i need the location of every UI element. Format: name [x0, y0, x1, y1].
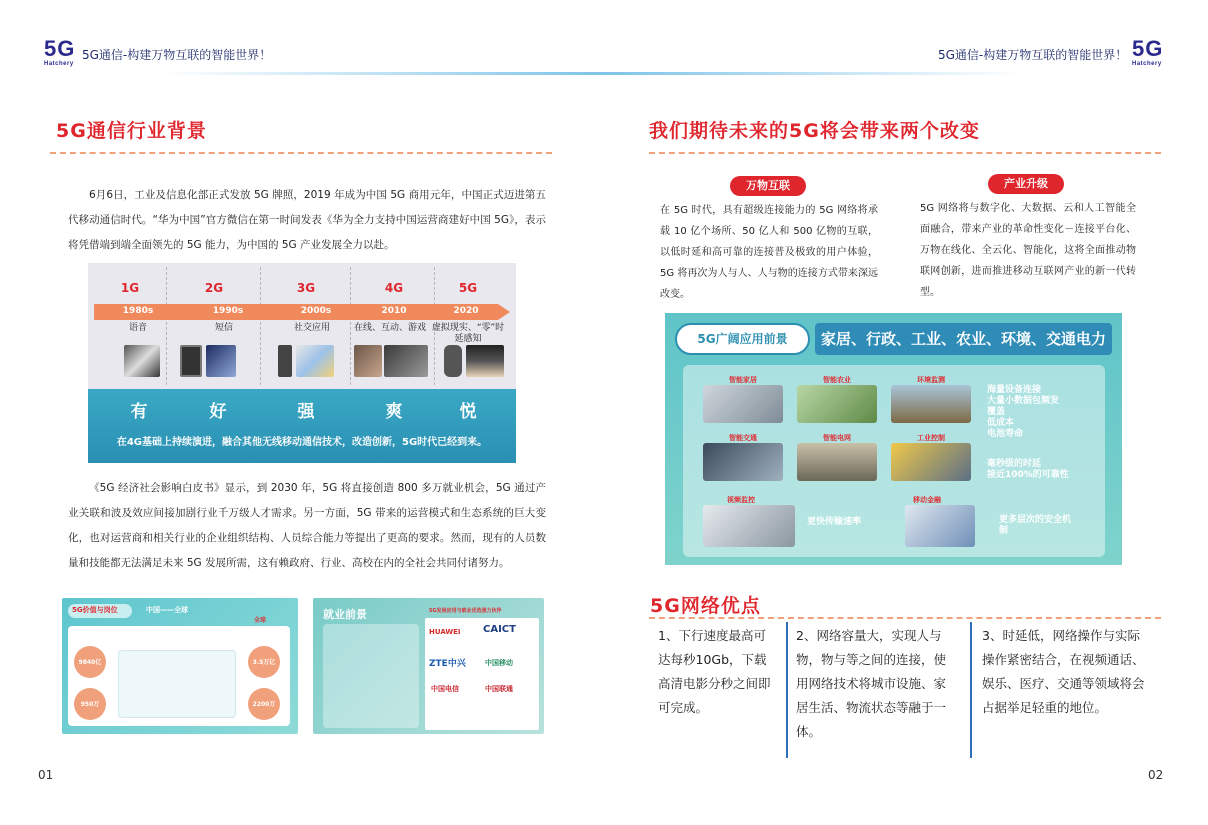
year-label: 2000s — [300, 306, 332, 316]
column-separator — [970, 622, 972, 758]
brand-logo — [44, 38, 75, 67]
label-iot: 万物互联 — [730, 176, 806, 196]
voice-era-photo — [124, 345, 160, 377]
bullet-item: 低成本 — [987, 418, 1015, 428]
thumb-title: 就业前景 — [323, 608, 367, 621]
stat-value: 2200万 — [252, 701, 276, 708]
partner-logo: CAICT — [483, 624, 516, 635]
logo-text: 5G — [1132, 36, 1164, 61]
bullet-item: 大量小数据包频发 — [987, 396, 1060, 406]
industry-paragraph: 5G 网络将与数字化、大数据、云和人工智能全面融合，带来产业的革命性变化－连接平台化、万物在线化、全云化、智能化，这将全面推动物联网创新，进而推进移动互联网产业的新一代转型。 — [920, 203, 1136, 298]
partner-logo: HUAWEI — [429, 628, 461, 636]
partner-logo: 中国联通 — [485, 685, 513, 693]
advantage-column — [982, 624, 1146, 758]
advantage-column — [796, 624, 958, 758]
header-slogan: 5G通信-构建万物互联的智能世界！ — [82, 48, 272, 62]
thumb-tab-global: 全球 — [254, 617, 267, 624]
header-divider — [160, 72, 604, 75]
application-label: 短信 — [214, 323, 233, 333]
iot-paragraph: 在 5G 时代，具有超级连接能力的 5G 网络将承载 10 亿个场所、50 亿人和 500 亿物的互联，以低时延和高可靠的连接普及极致的用户体验，5G 将再次为人与人、人与物的连接方式带来深远改变。 — [660, 205, 878, 300]
tile-label: 智能农业 — [823, 376, 851, 384]
environment-monitoring-tile — [891, 385, 971, 423]
partner-logo: 中国电信 — [431, 685, 459, 693]
section-title-background: 5G通信行业背景 — [56, 120, 207, 142]
social-app-photo — [296, 345, 334, 377]
year-label: 1980s — [122, 306, 154, 316]
section-divider — [649, 152, 1161, 154]
application-prospects-panel — [665, 313, 1122, 565]
column-separator — [786, 622, 788, 758]
section-divider — [649, 617, 1161, 619]
application-label: 在线、互动、游戏 — [353, 323, 426, 333]
tile-label: 智能家居 — [729, 376, 757, 384]
bullet-item: 毫秒级的时延 — [987, 459, 1042, 469]
application-label: 社交应用 — [293, 323, 330, 333]
bullet-item: 电池寿命 — [987, 429, 1024, 439]
generation-label: 5G — [458, 281, 478, 295]
tile-label: 智能电网 — [823, 434, 851, 442]
thumb-detail-box — [118, 650, 236, 718]
thumb-tab: 中国——全球 — [146, 606, 188, 614]
app-panel-badge: 5G广阔应用前景 — [675, 323, 810, 355]
feeling-char: 悦 — [459, 402, 477, 422]
stat-value: 3.5万亿 — [252, 659, 276, 666]
logo-text: 5G — [44, 36, 76, 61]
bullets-group-a — [987, 385, 1059, 440]
page-number: 01 — [38, 768, 54, 782]
bullet-item: 海量设备连接 — [987, 385, 1042, 395]
smart-traffic-tile — [703, 443, 783, 481]
timeline-band — [88, 389, 516, 463]
logo-subtext: Hatchery — [44, 61, 74, 67]
gaming-photo — [384, 345, 428, 377]
intro-paragraph: 6月6日，工业及信息化部正式发放 5G 牌照，2019 年成为中国 5G 商用元年，中国正式迈进第五代移动通信时代。“华为中国”官方微信在第一时间发表《华为全力支持中国运营商建好中国 5G》，表示将凭借端到端全面领先的 5G 能力，为中国的 5G 产业发展全力以赴。 — [68, 189, 546, 251]
feeling-char: 强 — [297, 402, 315, 422]
bullets-group-c — [807, 517, 871, 528]
year-label: 2020 — [453, 306, 479, 316]
feeling-char: 好 — [209, 402, 227, 422]
smart-grid-tile — [797, 443, 877, 481]
partner-logo: 中国移动 — [485, 659, 513, 667]
application-label: 虚拟现实、“零”时延感知 — [431, 323, 505, 344]
tile-label: 环境监测 — [917, 376, 945, 384]
section-title-advantages: 5G网络优点 — [650, 595, 761, 617]
timeline-note: 在4G基础上持续演进，融合其他无线移动通信技术，改造创新，5G时代已经到来。 — [116, 437, 488, 448]
video-surveillance-tile — [703, 505, 795, 547]
advantage-text: 1、下行速度最高可达每秒10Gb，下载高清电影分秒之间即可完成。 — [658, 628, 771, 715]
bullet-item: 更快传输速率 — [807, 517, 862, 527]
timeline-arrow-icon — [498, 304, 510, 320]
generation-timeline — [88, 263, 516, 463]
header-divider — [604, 72, 1024, 75]
vr-headset-photo — [466, 345, 504, 377]
generation-label: 2G — [204, 281, 224, 295]
bullet-item: 覆盖 — [987, 407, 1006, 417]
tile-label: 智能交通 — [729, 434, 757, 442]
bullets-group-d — [999, 515, 1079, 537]
thumb-title: 5G价值与岗位 — [72, 606, 118, 614]
smartphone-photo — [278, 345, 292, 377]
bullet-item: 更多层次的安全机制 — [999, 515, 1072, 536]
value-jobs-thumbnail — [62, 598, 298, 734]
whitepaper-paragraph: 《5G 经济社会影响白皮书》显示，到 2030 年，5G 将直接创造 800 多万就业机会，5G 通过产业关联和波及效应间接加剧行业千万级人才需求。另一方面，5G 带来的运营模式和生态系统的巨大变化，也对运营商和相关行业的企业组织结构、人员综合能力等提出了更高的要求。然而，现有的人员数量和技能都无法满足未来 5G 发展所需，这有赖政府、行业、高校在内的全社会共同付诸努力。 — [68, 482, 546, 569]
generation-label: 1G — [120, 281, 140, 295]
bullet-item: 接近100%的可靠性 — [987, 470, 1069, 480]
year-label: 2010 — [381, 306, 407, 316]
page-number: 02 — [1148, 768, 1164, 782]
bullets-group-b — [987, 459, 1069, 481]
feeling-char: 爽 — [385, 402, 403, 422]
advantage-column — [658, 624, 774, 758]
generation-label: 3G — [296, 281, 316, 295]
stat-value: 9840亿 — [78, 659, 102, 666]
partner-logo: ZTE中兴 — [429, 659, 466, 669]
thumb-text-block — [323, 624, 419, 728]
generation-label: 4G — [384, 281, 404, 295]
smart-agriculture-tile — [797, 385, 877, 423]
logo-subtext: Hatchery — [1132, 61, 1162, 67]
header-slogan: 5G通信-构建万物互联的智能世界！ — [938, 48, 1128, 62]
thumb-subtitle: 5G发展应用与就业优选强力伙伴 — [429, 608, 502, 614]
year-label: 1990s — [212, 306, 244, 316]
tile-label: 移动金融 — [913, 496, 941, 504]
sms-phone-photo — [206, 345, 236, 377]
label-industry-upgrade: 产业升级 — [988, 174, 1064, 194]
online-video-photo — [354, 345, 382, 377]
advantage-text: 3、时延低，网络操作与实际操作紧密结合，在视频通话、娱乐、医疗、交通等领域将会占据举足轻重的地位。 — [982, 628, 1145, 715]
smartwatch-photo — [444, 345, 462, 377]
section-divider — [50, 152, 552, 154]
section-title-changes: 我们期待未来的5G将会带来两个改变 — [649, 120, 980, 142]
stat-value: 950万 — [80, 701, 100, 708]
brand-logo — [1132, 38, 1163, 67]
flip-phone-photo — [180, 345, 202, 377]
app-panel-title: 家居、行政、工业、农业、环境、交通电力 — [815, 323, 1112, 355]
job-prospects-thumbnail — [313, 598, 544, 734]
advantage-text: 2、网络容量大，实现人与物，物与等之间的连接，使用网络技术将城市设施、家居生活、物流状态等融于一体。 — [796, 628, 947, 739]
tile-label: 工业控制 — [917, 434, 945, 442]
industrial-control-tile — [891, 443, 971, 481]
feeling-char: 有 — [130, 402, 148, 422]
mobile-finance-tile — [905, 505, 975, 547]
smart-home-tile — [703, 385, 783, 423]
application-label: 语音 — [128, 323, 147, 333]
tile-label: 视频监控 — [727, 496, 755, 504]
